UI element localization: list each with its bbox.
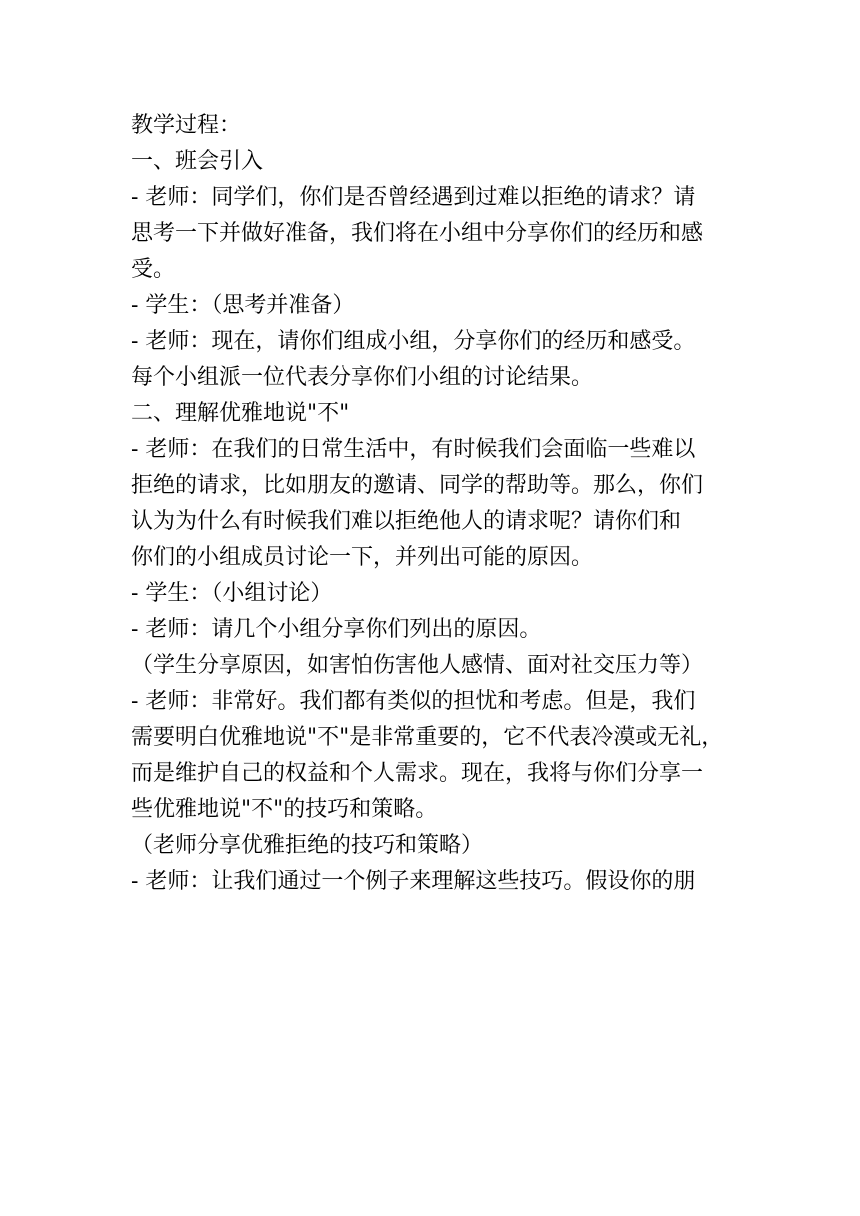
section-heading: 一、班会引入 — [131, 149, 264, 174]
text-line: 而是维护自己的权益和个人需求。现在，我将与你们分享一 — [131, 761, 704, 786]
text-line: 需要明白优雅地说"不"是非常重要的，它不代表冷漠或无礼， — [131, 725, 724, 750]
text-line: （学生分享原因，如害怕伤害他人感情、面对社交压力等） — [131, 653, 704, 678]
text-line: 拒绝的请求，比如朋友的邀请、同学的帮助等。那么，你们 — [131, 473, 704, 498]
section-heading: 二、理解优雅地说"不" — [131, 401, 350, 426]
text-line: - 老师：非常好。我们都有类似的担忧和考虑。但是，我们 — [131, 689, 696, 714]
text-line: 教学过程： — [131, 113, 242, 138]
text-line: 受。 — [131, 257, 176, 282]
text-line: - 老师：在我们的日常生活中，有时候我们会面临一些难以 — [131, 437, 696, 462]
text-line: - 老师：请几个小组分享你们列出的原因。 — [131, 617, 542, 642]
text-line: （老师分享优雅拒绝的技巧和策略） — [131, 833, 484, 858]
text-line: 些优雅地说"不"的技巧和策略。 — [131, 797, 438, 822]
text-line: 你们的小组成员讨论一下，并列出可能的原因。 — [131, 545, 594, 570]
document-body — [131, 108, 731, 900]
text-line: - 学生：（小组讨论） — [131, 581, 333, 606]
text-line: - 学生：（思考并准备） — [131, 293, 355, 318]
text-line: - 老师：让我们通过一个例子来理解这些技巧。假设你的朋 — [131, 869, 696, 894]
text-line: - 老师：同学们，你们是否曾经遇到过难以拒绝的请求？请 — [131, 185, 696, 210]
text-line: 思考一下并做好准备，我们将在小组中分享你们的经历和感 — [131, 221, 704, 246]
text-line: - 老师：现在，请你们组成小组，分享你们的经历和感受。 — [131, 329, 696, 354]
text-line: 认为为什么有时候我们难以拒绝他人的请求呢？请你们和 — [131, 509, 682, 534]
text-line: 每个小组派一位代表分享你们小组的讨论结果。 — [131, 365, 594, 390]
